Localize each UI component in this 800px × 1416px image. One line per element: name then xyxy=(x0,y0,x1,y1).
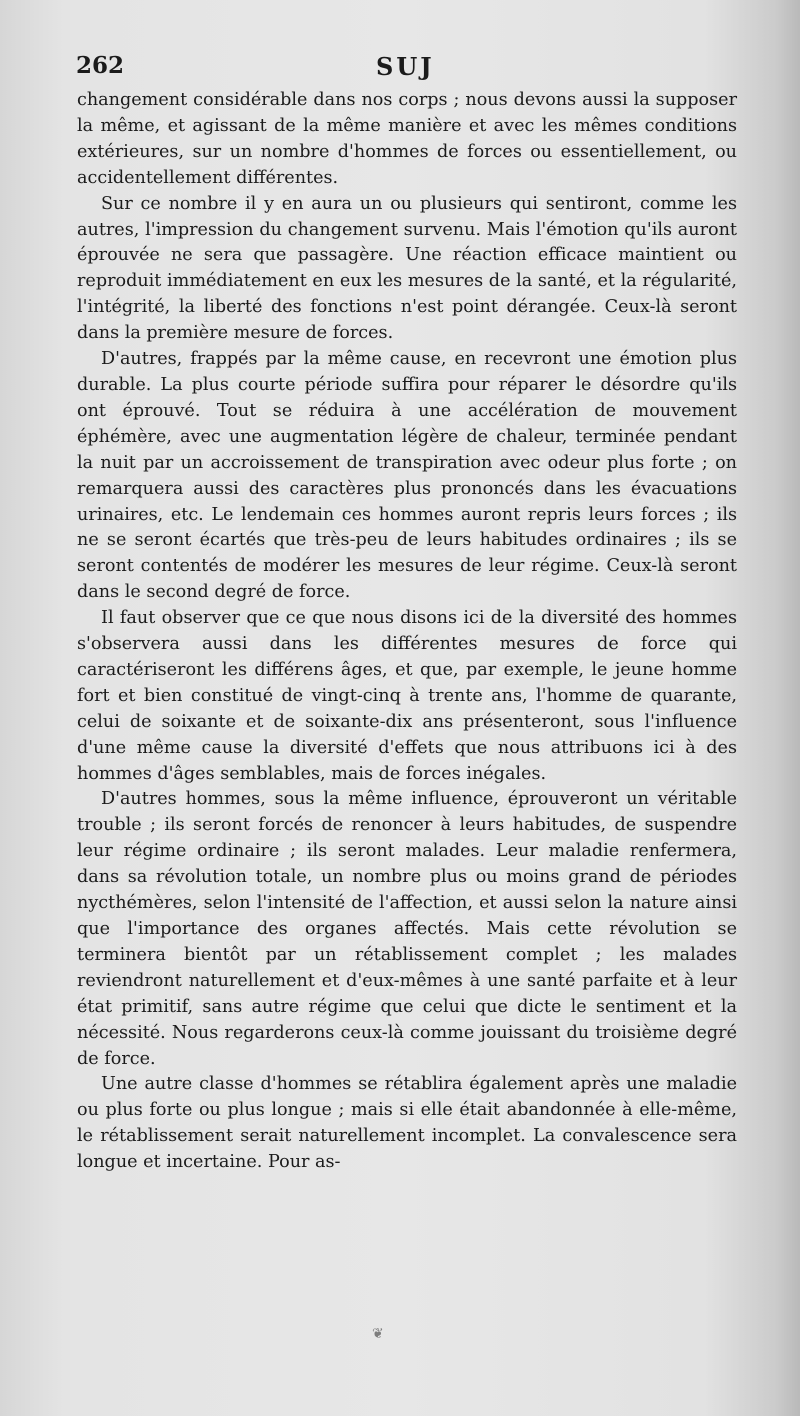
paragraph-2: Sur ce nombre il y en aura un ou plusieurs qui sentiront, comme les autres, l'impression du changement survenu. Mais l'émotion qu'ils auront éprouvée ne sera que passagère. Une réaction efficace maintient ou reproduit immédiatement en eux les mesures de la santé, et la régularité, l'intégrité, la liberté des fonctions n'est point dérangée. Ceux-là seront dans la première mesure de forces. xyxy=(77,193,737,344)
page-number: 262 xyxy=(76,52,125,79)
printer-mark: ❦ xyxy=(372,1326,384,1342)
paragraph-3: D'autres, frappés par la même cause, en recevront une émotion plus durable. La plus courte période suffira pour réparer le désordre qu'ils ont éprouvé. Tout se réduira à une accélération de mouvement éphémère, avec une augmentation légère de chaleur, terminée pendant la nuit par un accroissement de transpiration avec odeur plus forte ; on remarquera aussi des caractères plus prononcés dans les évacuations urinaires, etc. Le lendemain ces hommes auront repris leurs forces ; ils ne se seront écartés que très-peu de leurs habitudes ordinaires ; ils se seront contentés de modérer les mesures de leur régime. Ceux-là seront dans le second degré de force. xyxy=(77,349,737,603)
paragraph-4: Il faut observer que ce que nous disons ici de la diversité des hommes s'observera aussi dans les différentes mesures de force qui caractériseront les différens âges, et que, par exemple, le jeune homme fort et bien constitué de vingt-cinq à trente ans, l'homme de quarante, celui de soixante et de soixante-dix ans présenteront, sous l'influence d'une même cause la diversité d'effets que nous attribuons ici à des hommes d'âges semblables, mais de forces inégales. xyxy=(77,608,737,784)
running-head: SUJ xyxy=(376,52,435,81)
page-header xyxy=(76,52,736,84)
body-text xyxy=(77,88,737,1176)
paragraph-5: D'autres hommes, sous la même influence, éprouveront un véritable trouble ; ils seront forcés de renoncer à leurs habitudes, de suspendre leur régime ordinaire ; ils seront malades. Leur maladie renfermera, dans sa révolution totale, un nombre plus ou moins grand de périodes nycthémères, selon l'intensité de l'affection, et aussi selon la nature ainsi que l'importance des organes affectés. Mais cette révolution se terminera bientôt par un rétablissement complet ; les malades reviendront naturellement et d'eux-mêmes à une santé parfaite et à leur état primitif, sans autre régime que celui que dicte le sentiment et la nécessité. Nous regarderons ceux-là comme jouissant du troisième degré de force. xyxy=(77,789,737,1069)
paragraph-1: changement considérable dans nos corps ; nous devons aussi la supposer la même, et agissant de la même manière et avec les mêmes conditions extérieures, sur un nombre d'hommes de forces ou essentiellement, ou accidentellement différentes. xyxy=(77,90,737,188)
paragraph-6: Une autre classe d'hommes se rétablira également après une maladie ou plus forte ou plus longue ; mais si elle était abandonnée à elle-même, le rétablissement serait naturellement incomplet. La convalescence sera longue et incertaine. Pour as- xyxy=(77,1074,737,1173)
